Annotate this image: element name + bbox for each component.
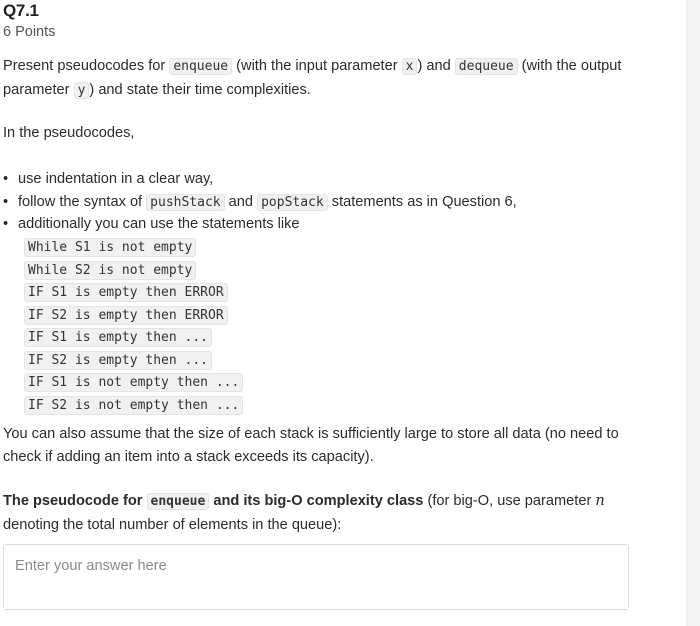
code-line: [24, 236, 243, 259]
prompt-text: denoting the total number of elements in the queue):: [3, 516, 342, 533]
scrollbar-track[interactable]: [686, 0, 700, 626]
answer-textarea[interactable]: [3, 544, 629, 610]
inline-code-enqueue: enqueue: [169, 58, 232, 75]
inline-code-dequeue: dequeue: [455, 58, 518, 75]
parameter-n: n: [595, 492, 605, 509]
code-statement: IF S1 is empty then ...: [24, 328, 212, 347]
inline-code-popstack: popStack: [257, 194, 328, 211]
example-statements: [24, 236, 243, 416]
inline-code-enqueue: enqueue: [147, 493, 210, 510]
intro-text: ) and: [417, 58, 455, 74]
code-statement: IF S2 is not empty then ...: [24, 396, 243, 415]
question-points: 6 Points: [3, 24, 56, 40]
code-line: [24, 304, 243, 327]
inline-code-x: x: [402, 58, 418, 75]
bullet-text: follow the syntax of: [18, 193, 147, 210]
bullet-text: additionally you can use the statements like: [18, 216, 300, 232]
code-line: [24, 394, 243, 417]
prompt-text: (for big-O, use parameter: [423, 493, 596, 509]
bullet-text: statements as in Question 6,: [327, 193, 517, 210]
question-number: Q7.1: [3, 1, 39, 20]
bullet-icon: •: [3, 171, 9, 187]
intro-text: ) and state their time complexities.: [89, 81, 311, 98]
answer-prompt: [3, 490, 643, 536]
intro-text: (with the output parameter: [3, 58, 622, 98]
bullet-icon: •: [3, 193, 9, 210]
pseudocode-instructions-heading: In the pseudocodes,: [3, 125, 135, 141]
code-statement: While S1 is not empty: [24, 238, 196, 257]
prompt-bold: The pseudocode for: [3, 493, 147, 509]
code-line: [24, 281, 243, 304]
list-item: [3, 191, 643, 214]
list-item: [3, 213, 643, 236]
bullet-text: use indentation in a clear way,: [18, 171, 214, 187]
bullet-icon: •: [3, 216, 9, 232]
inline-code-y: y: [74, 82, 90, 99]
code-statement: IF S2 is empty then ERROR: [24, 306, 228, 325]
code-line: [24, 349, 243, 372]
intro-text: (with the input parameter: [232, 58, 402, 74]
bullet-text: and: [224, 193, 258, 210]
instruction-list: [3, 168, 643, 236]
list-item: [3, 168, 643, 191]
code-line: [24, 259, 243, 282]
question-intro: [3, 55, 643, 102]
code-statement: IF S2 is empty then ...: [24, 351, 212, 370]
code-line: [24, 326, 243, 349]
capacity-note: You can also assume that the size of each stack is sufficiently large to store all data (no need to check if adding an item into a stack exceeds its capacity).: [3, 426, 619, 465]
code-statement: IF S1 is empty then ERROR: [24, 283, 228, 302]
inline-code-pushstack: pushStack: [146, 194, 224, 211]
code-statement: While S2 is not empty: [24, 261, 196, 280]
code-line: [24, 371, 243, 394]
code-statement: IF S1 is not empty then ...: [24, 373, 243, 392]
intro-text: Present pseudocodes for: [3, 58, 170, 74]
prompt-bold: and its big-O complexity class: [209, 493, 424, 509]
